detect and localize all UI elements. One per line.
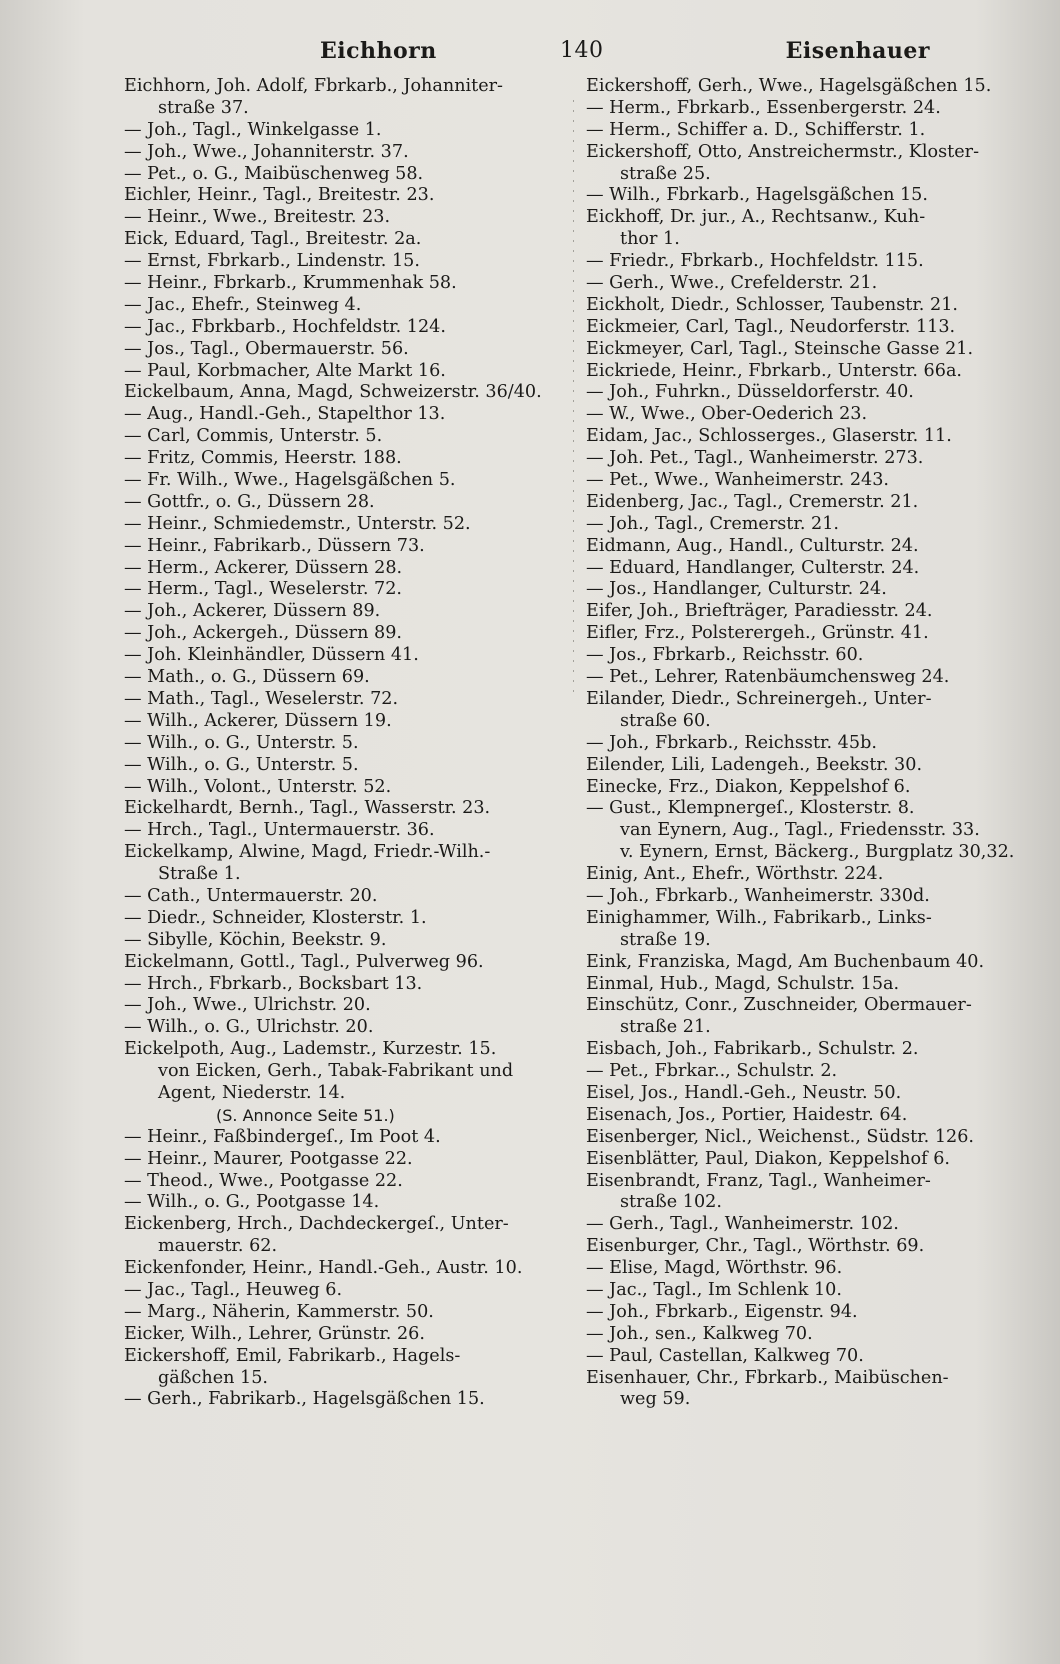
- directory-entry: Eisel, Jos., Handl.-Geh., Neustr. 50.: [586, 1082, 902, 1103]
- left-column: [124, 76, 564, 1411]
- directory-entry: Eickriede, Heinr., Fbrkarb., Unterstr. 66a.: [586, 360, 963, 381]
- directory-entry: Eisenburger, Chr., Tagl., Wörthstr. 69.: [586, 1236, 925, 1257]
- directory-entry: Einighammer, Wilh., Fabrikarb., Links-: [586, 907, 932, 928]
- directory-entry: Eickelbaum, Anna, Magd, Schweizerstr. 36/40.: [124, 382, 542, 403]
- directory-entry: Eisenhauer, Chr., Fbrkarb., Maibüschen-: [586, 1367, 949, 1388]
- directory-entry: — Heinr., Faßbindergeſ., Im Poot 4.: [124, 1126, 441, 1147]
- directory-entry: — Pet., Fbrkar.., Schulstr. 2.: [586, 1061, 838, 1082]
- directory-entry: — Joh., Ackergeh., Düssern 89.: [124, 623, 402, 644]
- directory-entry: — Heinr., Maurer, Pootgasse 22.: [124, 1148, 413, 1169]
- directory-entry: — Ernst, Fbrkarb., Lindenstr. 15.: [124, 251, 420, 272]
- directory-entry: Eisenberger, Nicl., Weichenst., Südstr. 126.: [586, 1126, 975, 1147]
- directory-entry: — Heinr., Wwe., Breitestr. 23.: [124, 207, 391, 228]
- directory-entry: — Joh., Wwe., Johanniterstr. 37.: [124, 141, 409, 162]
- directory-entry: Eink, Franziska, Magd, Am Buchenbaum 40.: [586, 951, 985, 972]
- directory-entry: — Gerh., Fabrikarb., Hagelsgäßchen 15.: [124, 1389, 485, 1410]
- directory-entry: — Wilh., Ackerer, Düssern 19.: [124, 710, 392, 731]
- directory-entry: Agent, Niederstr. 14.: [158, 1082, 346, 1103]
- directory-entry: — Joh., Fuhrkn., Düsseldorferstr. 40.: [586, 382, 914, 403]
- directory-entry: — Pet., o. G., Maibüschenweg 58.: [124, 163, 424, 184]
- directory-entry: — Jos., Fbrkarb., Reichsstr. 60.: [586, 645, 864, 666]
- directory-entry: — Gottfr., o. G., Düssern 28.: [124, 491, 375, 512]
- directory-entry: Eisenbrandt, Franz, Tagl., Wanheimer-: [586, 1170, 931, 1191]
- directory-entry: Eidam, Jac., Schlosserges., Glaserstr. 11.: [586, 426, 952, 447]
- directory-entry: — Joh., Ackerer, Düssern 89.: [124, 601, 381, 622]
- directory-entry: — Gust., Klempnergeſ., Klosterstr. 8.: [586, 798, 915, 819]
- directory-entry: — Marg., Näherin, Kammerstr. 50.: [124, 1301, 434, 1322]
- header-left-keyword: Eichhorn: [320, 38, 437, 64]
- directory-entry: — Heinr., Fbrkarb., Krummenhak 58.: [124, 273, 457, 294]
- directory-entry: — Wilh., o. G., Pootgasse 14.: [124, 1192, 380, 1213]
- directory-entry: straße 21.: [620, 1017, 711, 1038]
- directory-entry: von Eicken, Gerh., Tabak-Fabrikant und: [158, 1061, 514, 1082]
- directory-entry: — Wilh., Fbrkarb., Hagelsgäßchen 15.: [586, 185, 928, 206]
- directory-entry: — Joh., Fbrkarb., Reichsstr. 45b.: [586, 732, 877, 753]
- page-number: 140: [560, 38, 604, 63]
- directory-entry: straße 25.: [620, 163, 711, 184]
- directory-entry: — Math., o. G., Düssern 69.: [124, 667, 370, 688]
- directory-entry: Eichhorn, Joh. Adolf, Fbrkarb., Johanniter-: [124, 76, 503, 96]
- directory-entry: — Jos., Handlanger, Culturstr. 24.: [586, 579, 887, 600]
- directory-entry: Einmal, Hub., Magd, Schulstr. 15a.: [586, 973, 900, 994]
- directory-entry: — Math., Tagl., Weselerstr. 72.: [124, 688, 399, 709]
- directory-entry: Einecke, Frz., Diakon, Keppelshof 6.: [586, 776, 911, 797]
- directory-entry: — Herm., Fbrkarb., Essenbergerstr. 24.: [586, 97, 941, 118]
- directory-entry: — Heinr., Schmiedemstr., Unterstr. 52.: [124, 513, 471, 534]
- directory-entry: — W., Wwe., Ober-Oederich 23.: [586, 404, 868, 425]
- directory-entry: — Jos., Tagl., Obermauerstr. 56.: [124, 338, 409, 359]
- directory-entry: Eilander, Diedr., Schreinergeh., Unter-: [586, 688, 932, 709]
- directory-entry: — Heinr., Fabrikarb., Düssern 73.: [124, 535, 425, 556]
- directory-entry: Straße 1.: [158, 864, 241, 885]
- directory-entry: — Herm., Tagl., Weselerstr. 72.: [124, 579, 403, 600]
- directory-entry: Eickelkamp, Alwine, Magd, Friedr.-Wilh.-: [124, 842, 491, 863]
- directory-entry: Eisenach, Jos., Portier, Haidestr. 64.: [586, 1104, 908, 1125]
- directory-entry: — Elise, Magd, Wörthstr. 96.: [586, 1258, 843, 1279]
- directory-entry: — Theod., Wwe., Pootgasse 22.: [124, 1170, 403, 1191]
- directory-entry: Eick, Eduard, Tagl., Breitestr. 2a.: [124, 229, 422, 250]
- page-header: [120, 38, 940, 72]
- directory-entry: — Wilh., o. G., Ulrichstr. 20.: [124, 1017, 374, 1038]
- directory-entry: — Joh., Tagl., Cremerstr. 21.: [586, 513, 839, 534]
- directory-entry: thor 1.: [620, 229, 680, 250]
- directory-entry: — Herm., Ackerer, Düssern 28.: [124, 557, 403, 578]
- directory-entry: Eickelhardt, Bernh., Tagl., Wasserstr. 23.: [124, 798, 491, 819]
- directory-entry: — Carl, Commis, Unterstr. 5.: [124, 426, 383, 447]
- directory-entry: straße 102.: [620, 1192, 722, 1213]
- directory-entry: van Eynern, Aug., Tagl., Friedensstr. 33.: [620, 820, 980, 841]
- directory-entry: — Aug., Handl.-Geh., Stapelthor 13.: [124, 404, 446, 425]
- directory-entry: — Jac., Ehefr., Steinweg 4.: [124, 294, 362, 315]
- directory-entry: weg 59.: [620, 1389, 691, 1410]
- directory-entry: mauerstr. 62.: [158, 1236, 278, 1257]
- directory-entry: Eickelmann, Gottl., Tagl., Pulverweg 96.: [124, 951, 484, 972]
- directory-entry: — Jac., Tagl., Im Schlenk 10.: [586, 1279, 842, 1300]
- directory-entry: (S. Annonce Seite 51.): [216, 1105, 395, 1125]
- directory-entry: — Joh., Tagl., Winkelgasse 1.: [124, 119, 382, 140]
- directory-entry: — Joh., Fbrkarb., Wanheimerstr. 330d.: [586, 885, 930, 906]
- directory-entry: — Cath., Untermauerstr. 20.: [124, 885, 378, 906]
- directory-entry: straße 37.: [158, 97, 249, 118]
- directory-entry: Eidmann, Aug., Handl., Culturstr. 24.: [586, 535, 919, 556]
- directory-entry: straße 60.: [620, 710, 711, 731]
- column-divider: [573, 100, 574, 700]
- directory-entry: Eicker, Wilh., Lehrer, Grünstr. 26.: [124, 1323, 425, 1344]
- directory-entry: — Gerh., Tagl., Wanheimerstr. 102.: [586, 1214, 899, 1235]
- header-right-keyword: Eisenhauer: [785, 38, 930, 64]
- directory-entry: — Herm., Schiffer a. D., Schifferstr. 1.: [586, 119, 926, 140]
- directory-entry: Eisenblätter, Paul, Diakon, Keppelshof 6.: [586, 1148, 950, 1169]
- directory-entry: — Joh., Fbrkarb., Eigenstr. 94.: [586, 1301, 858, 1322]
- directory-entry: — Fritz, Commis, Heerstr. 188.: [124, 448, 402, 469]
- right-column: [586, 76, 1026, 1411]
- directory-entry: straße 19.: [620, 929, 711, 950]
- directory-entry: Eichler, Heinr., Tagl., Breitestr. 23.: [124, 185, 435, 206]
- directory-entry: — Pet., Wwe., Wanheimerstr. 243.: [586, 470, 890, 491]
- directory-entry: gäßchen 15.: [158, 1367, 269, 1388]
- directory-entry: — Eduard, Handlanger, Culterstr. 24.: [586, 557, 920, 578]
- directory-entry: — Sibylle, Köchin, Beekstr. 9.: [124, 929, 387, 950]
- directory-entry: Einschütz, Conr., Zuschneider, Obermauer-: [586, 995, 972, 1016]
- directory-entry: Eifler, Frz., Polsterergeh., Grünstr. 41.: [586, 623, 929, 644]
- directory-entry: Eickmeier, Carl, Tagl., Neudorferstr. 113.: [586, 316, 956, 337]
- directory-entry: — Friedr., Fbrkarb., Hochfeldstr. 115.: [586, 251, 924, 272]
- directory-entry: Eickmeyer, Carl, Tagl., Steinsche Gasse 21.: [586, 338, 974, 359]
- directory-entry: — Jac., Tagl., Heuweg 6.: [124, 1279, 343, 1300]
- directory-entry: — Joh., sen., Kalkweg 70.: [586, 1323, 813, 1344]
- directory-entry: Eickholt, Diedr., Schlosser, Taubenstr. 21.: [586, 294, 958, 315]
- directory-entry: — Pet., Lehrer, Ratenbäumchensweg 24.: [586, 667, 950, 688]
- directory-entry: Eifer, Joh., Briefträger, Paradiesstr. 24.: [586, 601, 933, 622]
- directory-entry: Eidenberg, Jac., Tagl., Cremerstr. 21.: [586, 491, 919, 512]
- directory-entry: — Diedr., Schneider, Klosterstr. 1.: [124, 907, 427, 928]
- directory-entry: — Hrch., Tagl., Untermauerstr. 36.: [124, 820, 435, 841]
- directory-entry: — Jac., Fbrkbarb., Hochfeldstr. 124.: [124, 316, 446, 337]
- directory-entry: Eilender, Lili, Ladengeh., Beekstr. 30.: [586, 754, 923, 775]
- directory-entry: — Wilh., Volont., Unterstr. 52.: [124, 776, 392, 797]
- directory-entry: — Joh., Wwe., Ulrichstr. 20.: [124, 995, 371, 1016]
- directory-entry: Eickershoff, Otto, Anstreichermstr., Kloster-: [586, 141, 980, 162]
- directory-entry: — Wilh., o. G., Unterstr. 5.: [124, 732, 359, 753]
- directory-entry: Eickenfonder, Heinr., Handl.-Geh., Austr. 10.: [124, 1258, 523, 1279]
- directory-entry: Eickershoff, Gerh., Wwe., Hagelsgäßchen 15.: [586, 76, 992, 96]
- directory-entry: — Wilh., o. G., Unterstr. 5.: [124, 754, 359, 775]
- directory-entry: — Hrch., Fbrkarb., Bocksbart 13.: [124, 973, 423, 994]
- directory-entry: — Joh. Kleinhändler, Düssern 41.: [124, 645, 419, 666]
- directory-entry: Einig, Ant., Ehefr., Wörthstr. 224.: [586, 864, 884, 885]
- directory-entry: — Paul, Korbmacher, Alte Markt 16.: [124, 360, 446, 381]
- directory-entry: Eickelpoth, Aug., Lademstr., Kurzestr. 15.: [124, 1039, 497, 1060]
- directory-entry: — Fr. Wilh., Wwe., Hagelsgäßchen 5.: [124, 470, 456, 491]
- directory-entry: — Gerh., Wwe., Crefelderstr. 21.: [586, 273, 878, 294]
- directory-entry: v. Eynern, Ernst, Bäckerg., Burgplatz 30,32.: [620, 842, 1015, 863]
- directory-entry: — Paul, Castellan, Kalkweg 70.: [586, 1345, 864, 1366]
- directory-entry: Eickhoff, Dr. jur., A., Rechtsanw., Kuh-: [586, 207, 926, 228]
- directory-entry: Eisbach, Joh., Fabrikarb., Schulstr. 2.: [586, 1039, 919, 1060]
- directory-entry: Eickershoff, Emil, Fabrikarb., Hagels-: [124, 1345, 461, 1366]
- directory-entry: — Joh. Pet., Tagl., Wanheimerstr. 273.: [586, 448, 924, 469]
- directory-entry: Eickenberg, Hrch., Dachdeckergeſ., Unter-: [124, 1214, 509, 1235]
